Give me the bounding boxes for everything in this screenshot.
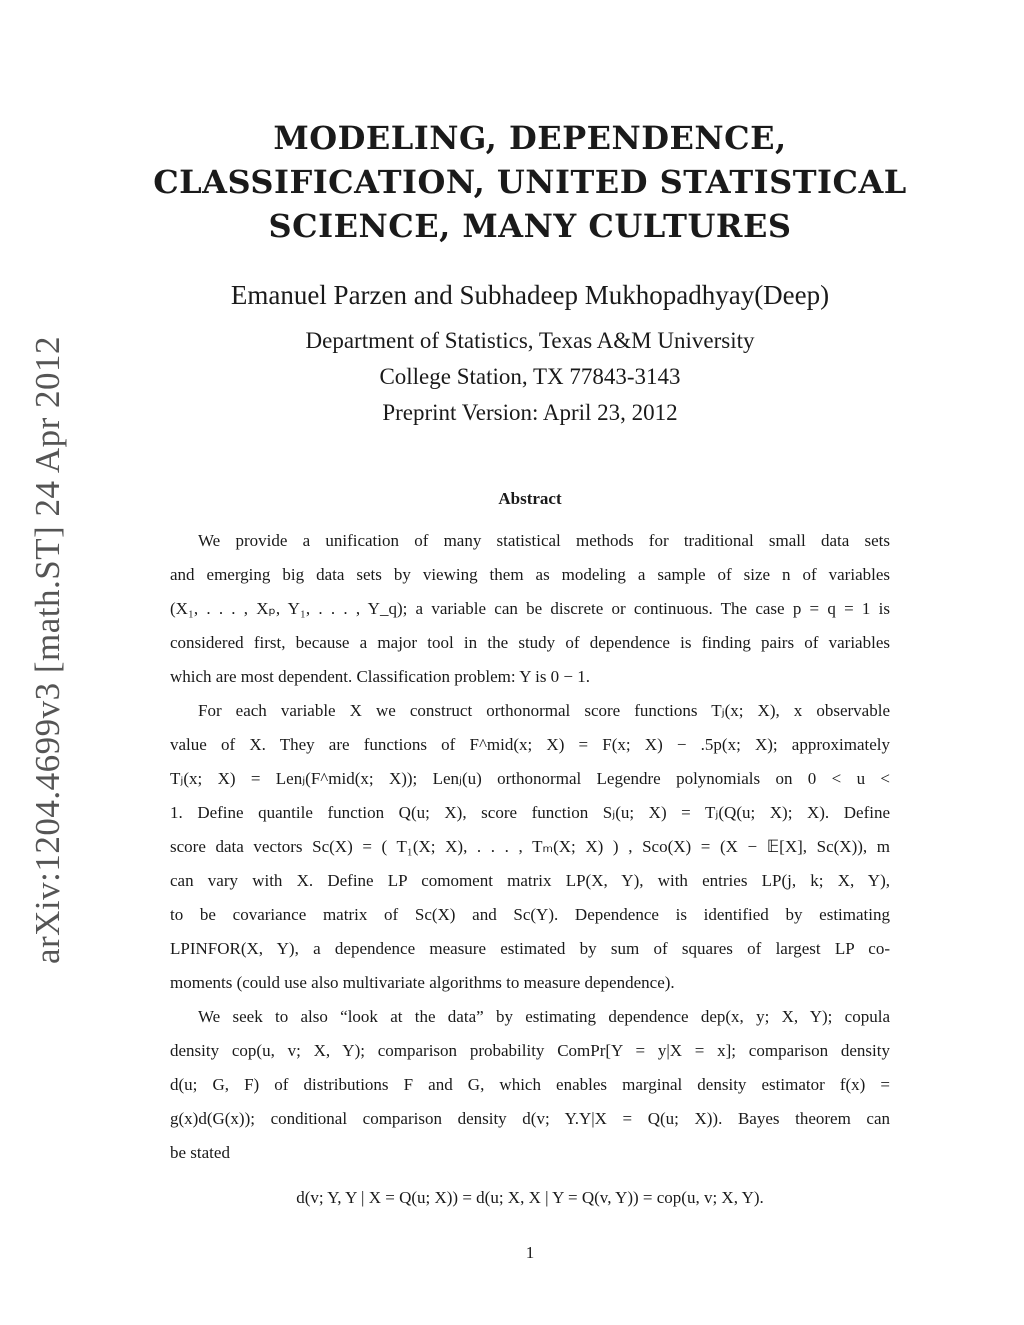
abstract-line: (X₁, . . . , Xₚ, Y₁, . . . , Y_q); a variable can be discrete or continuous. The case p = q = 1 is	[170, 599, 890, 618]
authors: Emanuel Parzen and Subhadeep Mukhopadhyay(Deep)	[230, 280, 830, 310]
abstract-line: to be covariance matrix of Sc(X) and Sc(Y). Dependence is identified by estimating	[170, 905, 890, 924]
display-equation: d(v; Y, Y | X = Q(u; X)) = d(u; X, X | Y = Q(v, Y)) = cop(u, v; X, Y).	[296, 1188, 764, 1207]
abstract-line: Tⱼ(x; X) = Lenⱼ(F^mid(x; X)); Lenⱼ(u) orthonormal Legendre polynomials on 0 < u <	[170, 769, 890, 788]
abstract-line: density cop(u, v; X, Y); comparison probability ComPr[Y = y|X = x]; comparison density	[170, 1041, 890, 1060]
arxiv-stamp-text: arXiv:1204.4699v3 [math.ST] 24 Apr 2012	[28, 335, 67, 965]
paper-title	[120, 116, 940, 248]
abstract-line: LPINFOR(X, Y), a dependence measure estimated by sum of squares of largest LP co-	[170, 939, 890, 958]
abstract-line: score data vectors Sc(X) = ( T₁(X; X), . . . , Tₘ(X; X) ) , Sco(X) = (X − 𝔼[X], Sc(X)), m	[170, 837, 890, 856]
abstract-line: be stated	[170, 1143, 230, 1162]
abstract-line: can vary with X. Define LP comoment matrix LP(X, Y), with entries LP(j, k; X, Y),	[170, 871, 890, 890]
abstract-line: We seek to also “look at the data” by estimating dependence dep(x, y; X, Y); copula	[198, 1007, 890, 1026]
abstract-line: 1. Define quantile function Q(u; X), score function Sⱼ(u; X) = Tⱼ(Q(u; X); X). Define	[170, 803, 890, 822]
title-line: SCIENCE, MANY CULTURES	[268, 207, 792, 245]
title-line: MODELING, DEPENDENCE,	[273, 119, 787, 157]
abstract-line: value of X. They are functions of F^mid(x; X) = F(x; X) − .5p(x; X); approximately	[170, 735, 890, 754]
abstract-line: moments (could use also multivariate algorithms to measure dependence).	[170, 973, 675, 992]
abstract-line: d(u; G, F) of distributions F and G, which enables marginal density estimator f(x) =	[170, 1075, 890, 1094]
abstract-line: g(x)d(G(x)); conditional comparison density d(v; Y.Y|X = Q(u; X)). Bayes theorem can	[170, 1109, 890, 1128]
title-line: CLASSIFICATION, UNITED STATISTICAL	[153, 163, 907, 201]
arxiv-stamp	[18, 335, 78, 965]
abstract-line: We provide a unification of many statistical methods for traditional small data sets	[198, 531, 890, 550]
abstract-heading: Abstract	[498, 489, 562, 508]
preprint-version: Preprint Version: April 23, 2012	[382, 400, 678, 425]
affiliation-address: College Station, TX 77843-3143	[379, 364, 681, 389]
abstract-line: which are most dependent. Classification problem: Y is 0 − 1.	[170, 667, 591, 686]
abstract-line: considered first, because a major tool in the study of dependence is finding pairs of variables	[170, 633, 890, 652]
page-number: 1	[525, 1243, 535, 1262]
abstract-line: and emerging big data sets by viewing them as modeling a sample of size n of variables	[170, 565, 890, 584]
abstract-line: For each variable X we construct orthonormal score functions Tⱼ(x; X), x observable	[198, 701, 890, 720]
affiliation-department: Department of Statistics, Texas A&M University	[305, 328, 755, 353]
